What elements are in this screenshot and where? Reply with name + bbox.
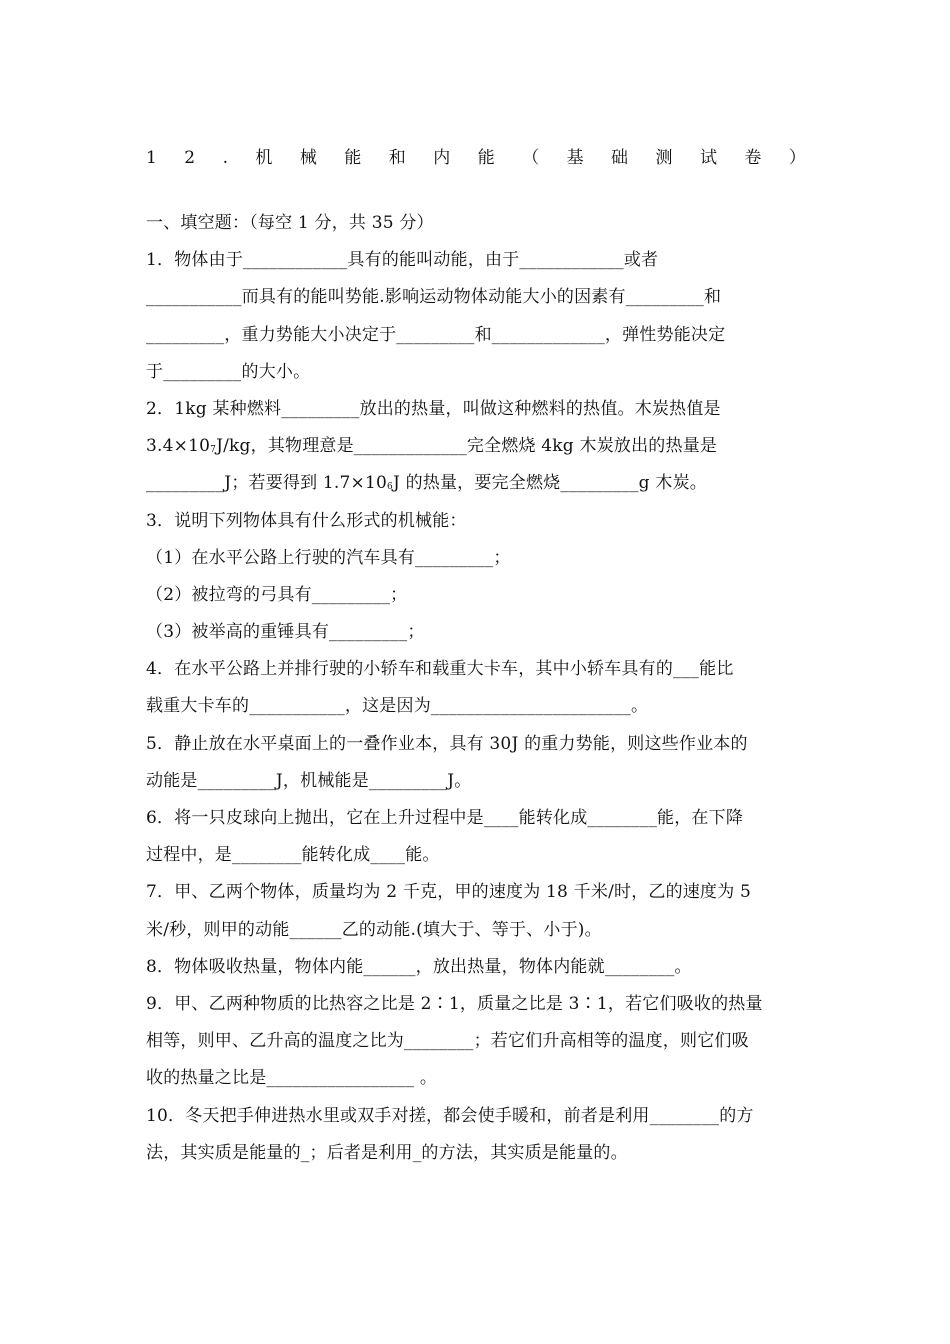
section-heading: 一、填空题：（每空 1 分，共 35 分） (146, 213, 434, 233)
text-line: 于_________的大小。 (146, 361, 311, 382)
text-line: （3）被举高的重锤具有_________； (146, 622, 425, 643)
title-char: 能 (344, 148, 362, 168)
text-line: 4．在水平公路上并排行驶的小轿车和载重大卡车，其中小轿车具有的___能比 (146, 659, 734, 680)
title-char: . (222, 148, 228, 168)
text-fragment: J/kg，其物理意是_____________完全燃烧 4kg 木炭放出的热量是 (216, 436, 718, 457)
text-line: 5．静止放在水平桌面上的一叠作业本，具有 30J 的重力势能，则这些作业本的 (146, 733, 748, 754)
text-line: 7．甲、乙两个物体，质量均为 2 千克，甲的速度为 18 千米/时，乙的速度为 5 (146, 882, 752, 903)
text-line: 过程中，是________能转化成____能。 (146, 845, 440, 866)
page-title (146, 146, 806, 170)
title-char: 基 (566, 148, 584, 168)
text-line: 6．将一只皮球向上抛出，它在上升过程中是____能转化成________能，在下降 (146, 808, 744, 828)
text-fragment: _________J；若要得到 1.7×10 (146, 473, 388, 494)
text-line: _________，重力势能大小决定于_________和_____________，弹性势能决定 (146, 324, 726, 345)
title-char: 能 (477, 148, 495, 168)
title-char: 卷 (744, 148, 762, 168)
text-line: 载重大卡车的___________，这是因为_______________________。 (146, 696, 649, 717)
text-line: ___________而具有的能叫势能.影响运动物体动能大小的因素有_________和 (146, 287, 722, 308)
text-fragment: J 的热量，要完全燃烧_________g 木炭。 (392, 473, 707, 494)
title-char: 础 (611, 148, 629, 168)
title-char: 测 (655, 148, 673, 168)
title-char: 试 (699, 148, 717, 168)
text-line: 1．物体由于____________具有的能叫动能，由于____________或者 (146, 250, 659, 271)
text-line: 收的热量之比是_________________ 。 (146, 1068, 438, 1089)
text-line: 相等，则甲、乙升高的温度之比为________；若它们升高相等的温度，则它们吸 (146, 1031, 749, 1052)
text-line: 米/秒，则甲的动能______乙的动能.(填大于、等于、小于)。 (146, 919, 602, 940)
text-line: 3．说明下列物体具有什么形式的机械能： (146, 510, 467, 531)
text-line: 10．冬天把手伸进热水里或双手对搓，都会使手暖和，前者是利用________的方 (146, 1105, 754, 1126)
title-char: ） (788, 148, 806, 168)
text-line: 8．物体吸收热量，物体内能______，放出热量，物体内能就________。 (146, 956, 692, 977)
question-content (146, 205, 810, 1172)
text-line: 法，其实质是能量的_；后者是利用_的方法，其实质是能量的。 (146, 1142, 628, 1163)
text-line: 2．1kg 某种燃料_________放出的热量，叫做这种燃料的热值。木炭热值是 (146, 398, 721, 419)
text-line: 9．甲、乙两种物质的比热容之比是 2∶1，质量之比是 3∶1，若它们吸收的热量 (146, 993, 763, 1014)
title-char: 2 (184, 148, 196, 168)
exponent: 6 (387, 482, 393, 493)
title-char: 内 (433, 148, 451, 168)
text-line: （2）被拉弯的弓具有_________； (146, 584, 408, 605)
title-char: 1 (146, 148, 157, 168)
title-char: 机 (255, 148, 273, 168)
title-char: 械 (299, 148, 317, 168)
exponent: 7 (210, 445, 217, 456)
title-char: 和 (388, 148, 406, 168)
title-char: （ (522, 148, 540, 168)
text-line: 动能是_________J，机械能是_________J。 (146, 770, 472, 791)
text-line (146, 428, 810, 465)
text-line: （1）在水平公路上行驶的汽车具有_________； (146, 547, 511, 568)
text-line (146, 465, 810, 502)
text-fragment: 3.4×10 (146, 436, 211, 457)
